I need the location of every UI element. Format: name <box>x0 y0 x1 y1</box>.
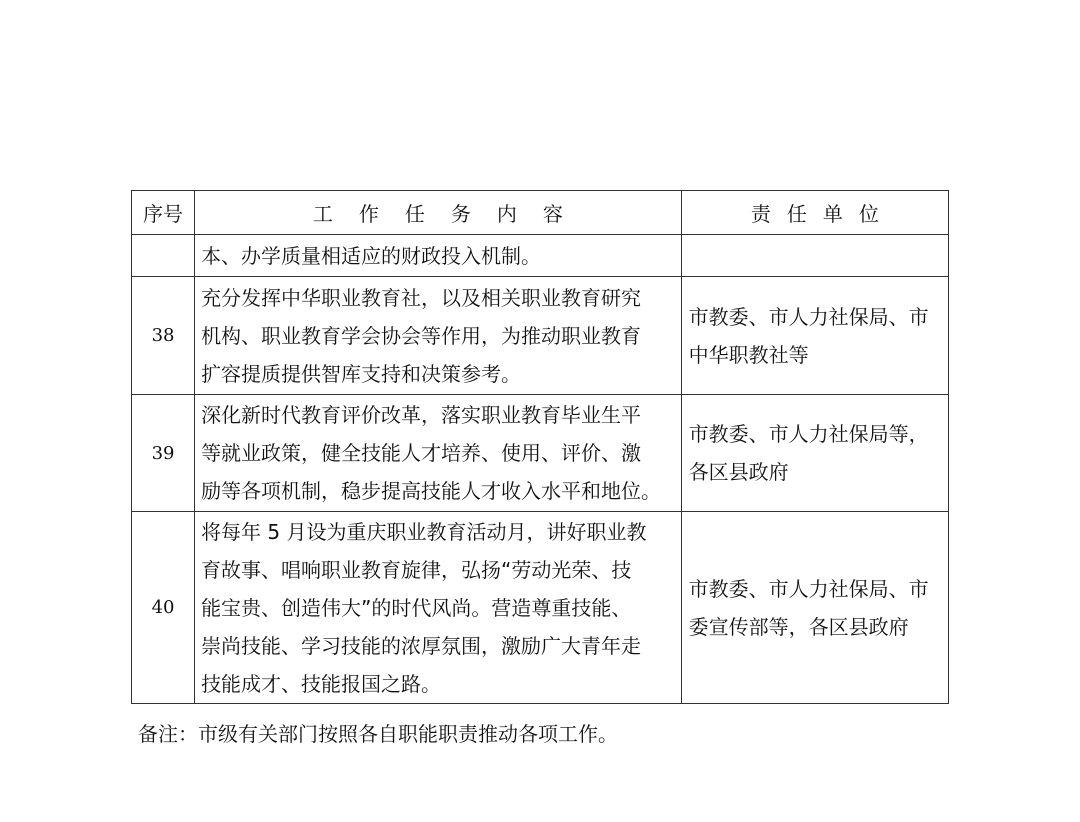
table-row <box>132 277 949 395</box>
header-seq: 序号 <box>132 191 195 235</box>
header-content <box>195 191 682 235</box>
table-row <box>132 395 949 512</box>
header-content-label: 工作任务内容 <box>312 202 589 226</box>
unit-line: 中华职教社等 <box>688 342 809 367</box>
row-unit <box>681 235 948 277</box>
unit-line: 市教委、市人力社保局、市 <box>688 576 929 601</box>
unit-line: 委宣传部等，各区县政府 <box>688 614 909 639</box>
row-seq: 39 <box>132 395 195 512</box>
content-line: 育故事、唱响职业教育旋律，弘扬“劳动光荣、技 <box>201 557 632 582</box>
footnote: 备注：市级有关部门按照各自职能职责推动各项工作。 <box>138 722 618 746</box>
table-row <box>132 512 949 704</box>
row-content <box>195 277 682 395</box>
content-line: 充分发挥中华职业教育社，以及相关职业教育研究 <box>201 285 642 310</box>
table-header-row <box>132 191 949 235</box>
content-line: 能宝贵、创造伟大”的时代风尚。营造尊重技能、 <box>201 595 632 620</box>
content-line: 本、办学质量相适应的财政投入机制。 <box>201 243 542 268</box>
row-seq: 38 <box>132 277 195 395</box>
content-line: 技能成才、技能报国之路。 <box>201 671 442 696</box>
content-line: 将每年 5 月设为重庆职业教育活动月，讲好职业教 <box>201 519 647 544</box>
row-content <box>195 235 682 277</box>
content-line: 等就业政策，健全技能人才培养、使用、评价、激 <box>201 441 642 465</box>
row-unit <box>681 395 948 512</box>
header-unit-label: 责任单位 <box>750 202 895 226</box>
table-row <box>132 235 949 277</box>
content-line: 崇尚技能、学习技能的浓厚氛围，激励广大青年走 <box>201 633 642 658</box>
row-seq: 40 <box>132 512 195 704</box>
row-unit <box>681 277 948 395</box>
row-content <box>195 395 682 512</box>
content-line: 扩容提质提供智库支持和决策参考。 <box>201 361 522 386</box>
content-line: 深化新时代教育评价改革，落实职业教育毕业生平 <box>201 403 642 427</box>
unit-line: 市教委、市人力社保局、市 <box>688 304 929 329</box>
content-line: 机构、职业教育学会协会等作用，为推动职业教育 <box>201 323 642 348</box>
task-table <box>131 190 949 704</box>
row-content <box>195 512 682 704</box>
unit-line: 市教委、市人力社保局等， <box>688 422 929 446</box>
row-unit <box>681 512 948 704</box>
row-seq <box>132 235 195 277</box>
header-unit <box>681 191 948 235</box>
unit-line: 各区县政府 <box>688 460 789 484</box>
content-line: 励等各项机制，稳步提高技能人才收入水平和地位。 <box>201 479 662 503</box>
